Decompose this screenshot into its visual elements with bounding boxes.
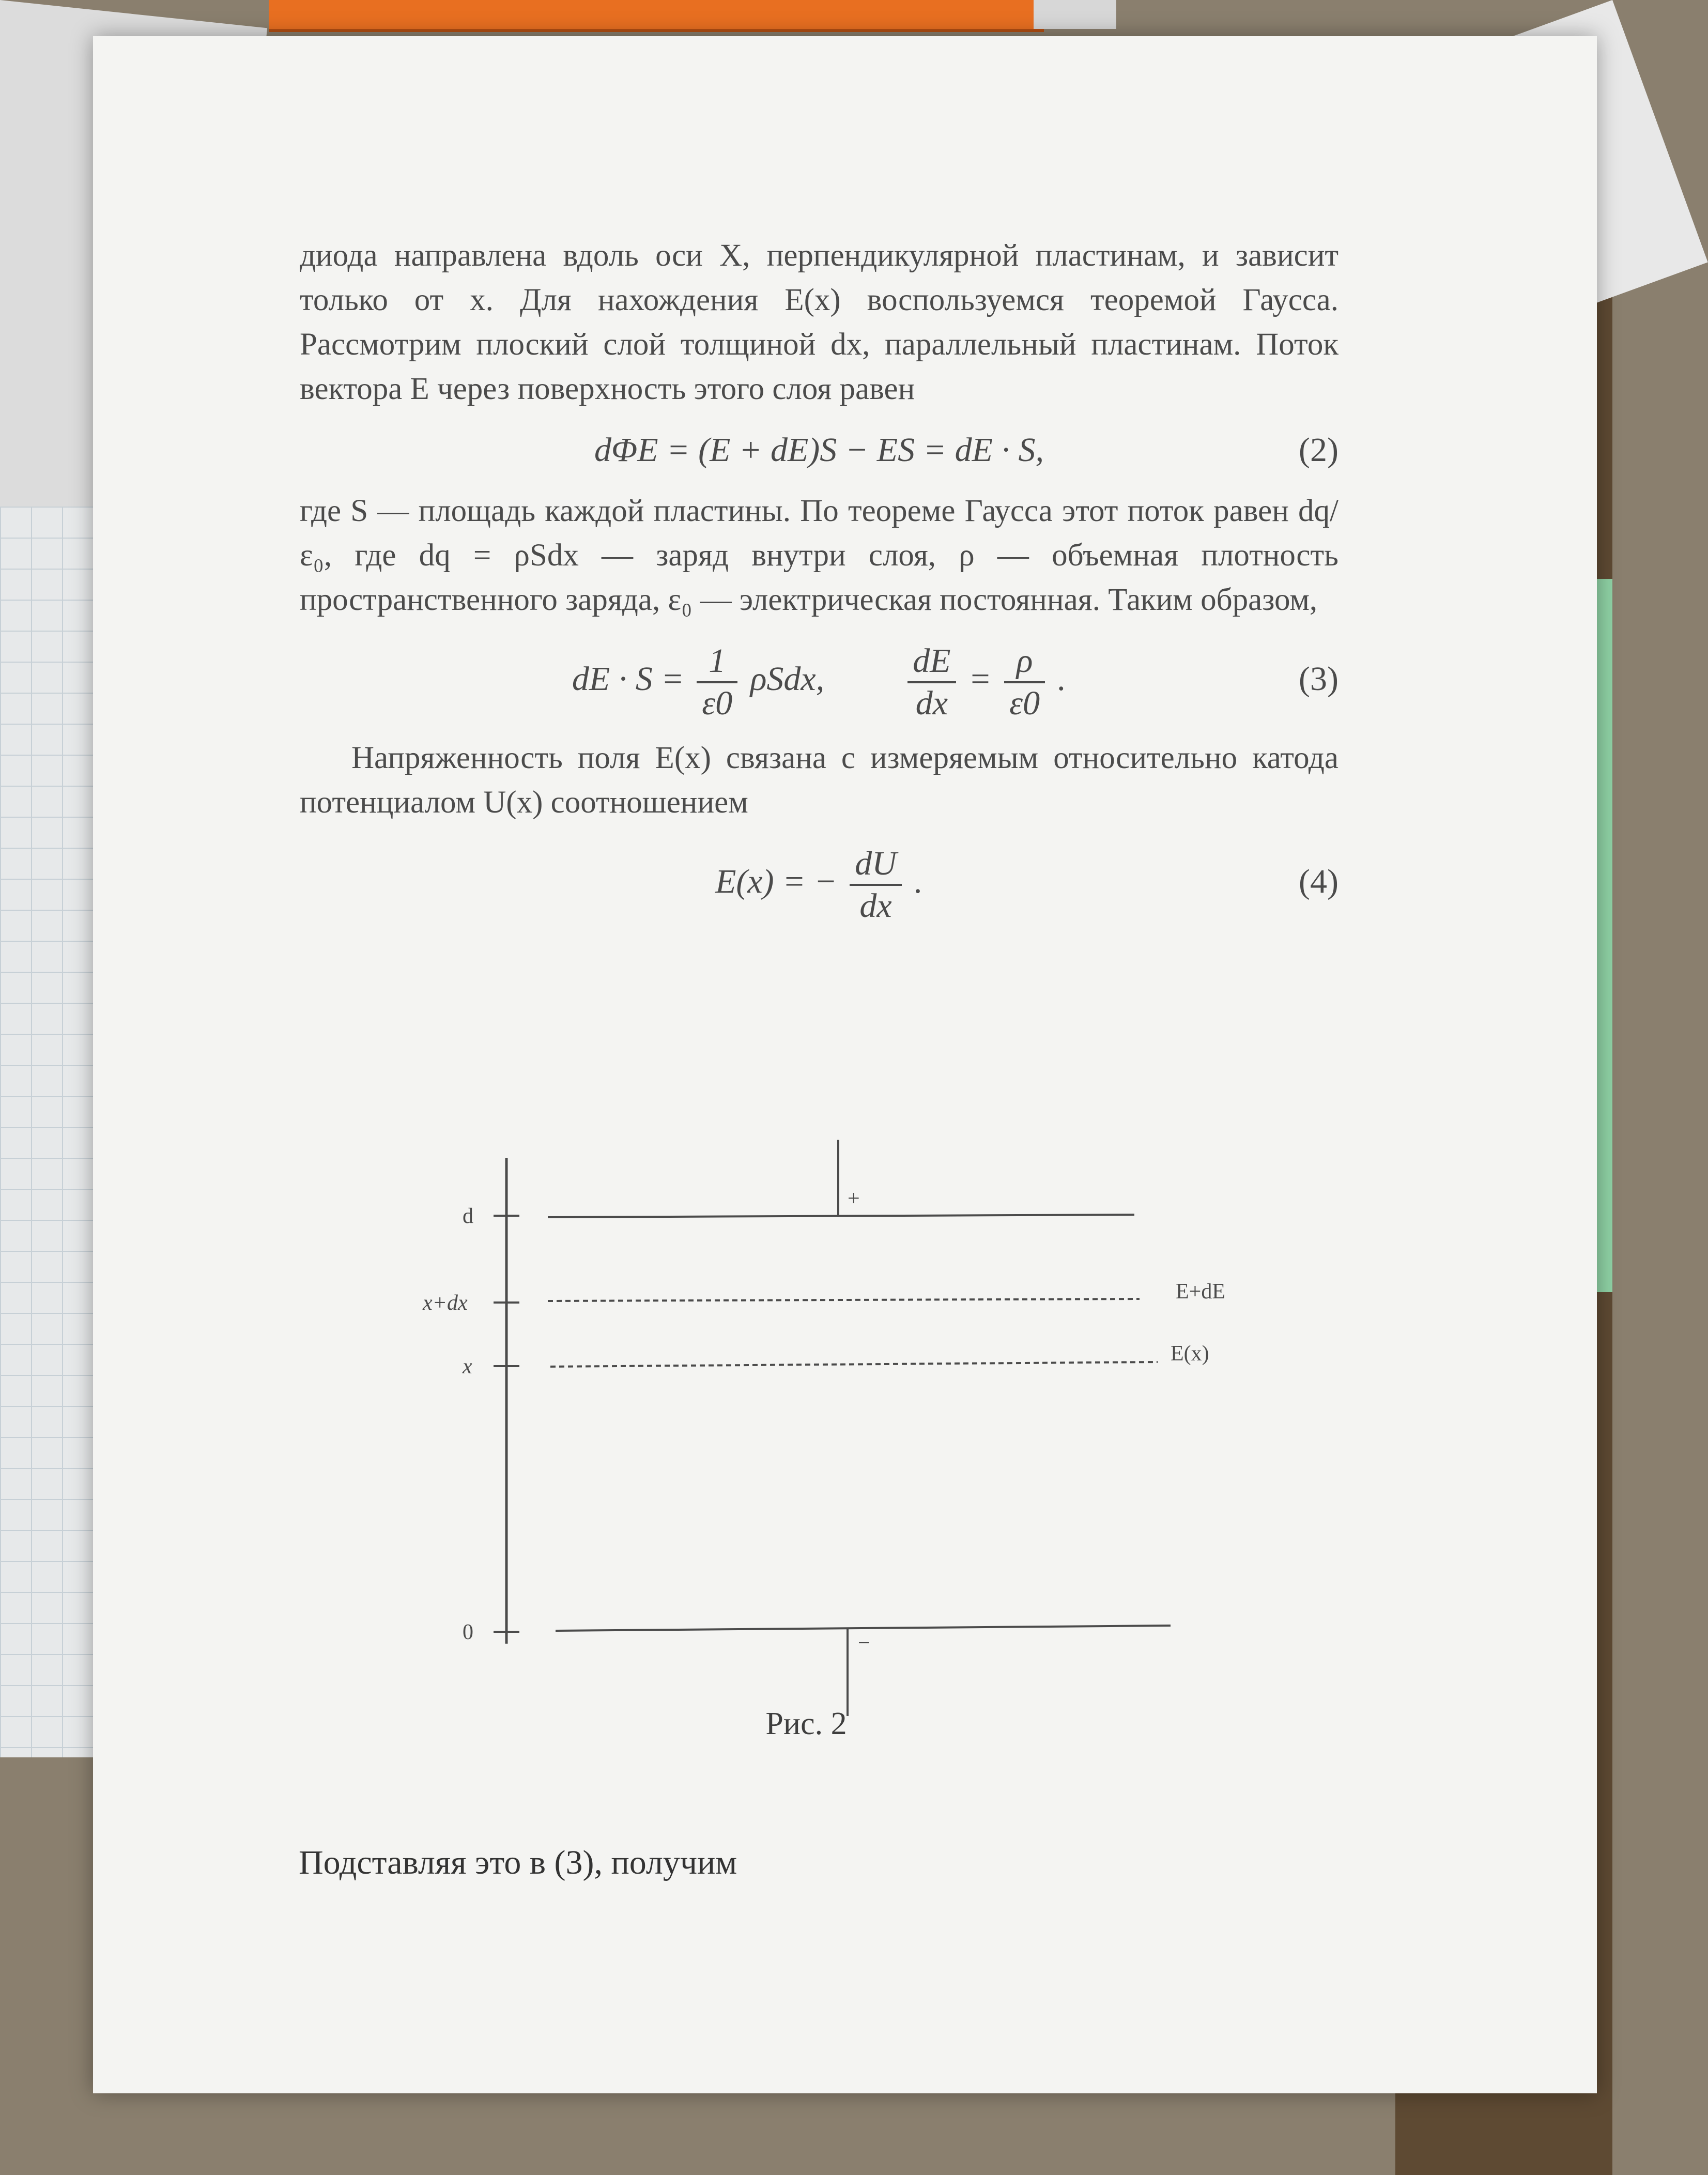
eq3-frac-2-num: dE [907, 641, 956, 683]
eq3-mid: ρSdx, [750, 660, 825, 698]
pencil [269, 0, 1044, 32]
eq3-frac-3-num: ρ [1004, 641, 1045, 683]
eq4-left: E(x) = − [715, 863, 837, 900]
eq3-equals: = [968, 660, 992, 698]
plate-top [548, 1215, 1134, 1217]
eq3-frac-2-den: dx [915, 684, 948, 722]
eq3-frac-1-den: ε0 [702, 684, 733, 722]
eq3-frac-3 [1004, 641, 1045, 724]
equation-2 [300, 411, 1338, 489]
paragraph-3: Напряженность поля E(x) связана с измеряемым относительно катода потенциалом U(x) соотношением [300, 741, 1338, 820]
label-e-of-x: E(x) [1171, 1342, 1209, 1366]
label-x-plus-dx: x+dx [423, 1291, 468, 1315]
eq4-end: . [914, 863, 923, 900]
equation-2-number: (2) [1299, 431, 1338, 469]
equation-4 [300, 825, 1338, 939]
label-d: d [463, 1204, 473, 1228]
equation-2-body: dΦE = (E + dE)S − ES = dE · S, [594, 431, 1044, 469]
label-x: x [463, 1355, 472, 1378]
plate-bottom [556, 1626, 1171, 1631]
eq4-frac-num: dU [850, 844, 902, 886]
document-body [300, 234, 1338, 939]
pencil-tip [1034, 0, 1116, 29]
paragraph-4: Подставляя это в (3), получим [299, 1844, 737, 1881]
paragraph-2: где S — площадь каждой пластины. По теореме Гаусса этот поток равен dq/ε₀, где dq = ρSdx — заряд внутри слоя, ρ — объемная плотность пространственного заряда, ε₀ — электрическая постоянная. Таким образом, [300, 494, 1338, 617]
eq3-frac-3-den: ε0 [1009, 684, 1040, 722]
figure-2-diagram [393, 1127, 1225, 1747]
eq4-frac-den: dx [859, 886, 892, 925]
eq3-end: . [1057, 660, 1067, 698]
eq3-frac-2 [907, 641, 956, 724]
eq4-frac [850, 844, 902, 926]
paragraph-1: диода направлена вдоль оси X, перпендикулярной пластинам, и зависит только от x. Для нахождения E(x) воспользуемся теоремой Гаусса. Рассмотрим плоский слой толщиной dx, параллельный пластинам. Поток вектора E через поверхность этого слоя равен [300, 238, 1338, 406]
dashed-line-x [550, 1362, 1158, 1367]
eq3-left: dE · S = [572, 660, 684, 698]
eq3-frac-1 [697, 641, 737, 724]
figure-caption: Рис. 2 [765, 1706, 847, 1741]
dashed-line-x-plus-dx [548, 1299, 1140, 1301]
label-zero: 0 [463, 1620, 473, 1644]
equation-3 [300, 622, 1338, 736]
eq3-frac-1-num: 1 [697, 641, 737, 683]
equation-4-number: (4) [1299, 863, 1338, 900]
label-e-plus-de: E+dE [1176, 1280, 1225, 1304]
plate-bottom-sign: − [858, 1631, 870, 1655]
equation-3-number: (3) [1299, 660, 1338, 698]
plate-top-sign: + [848, 1187, 860, 1211]
